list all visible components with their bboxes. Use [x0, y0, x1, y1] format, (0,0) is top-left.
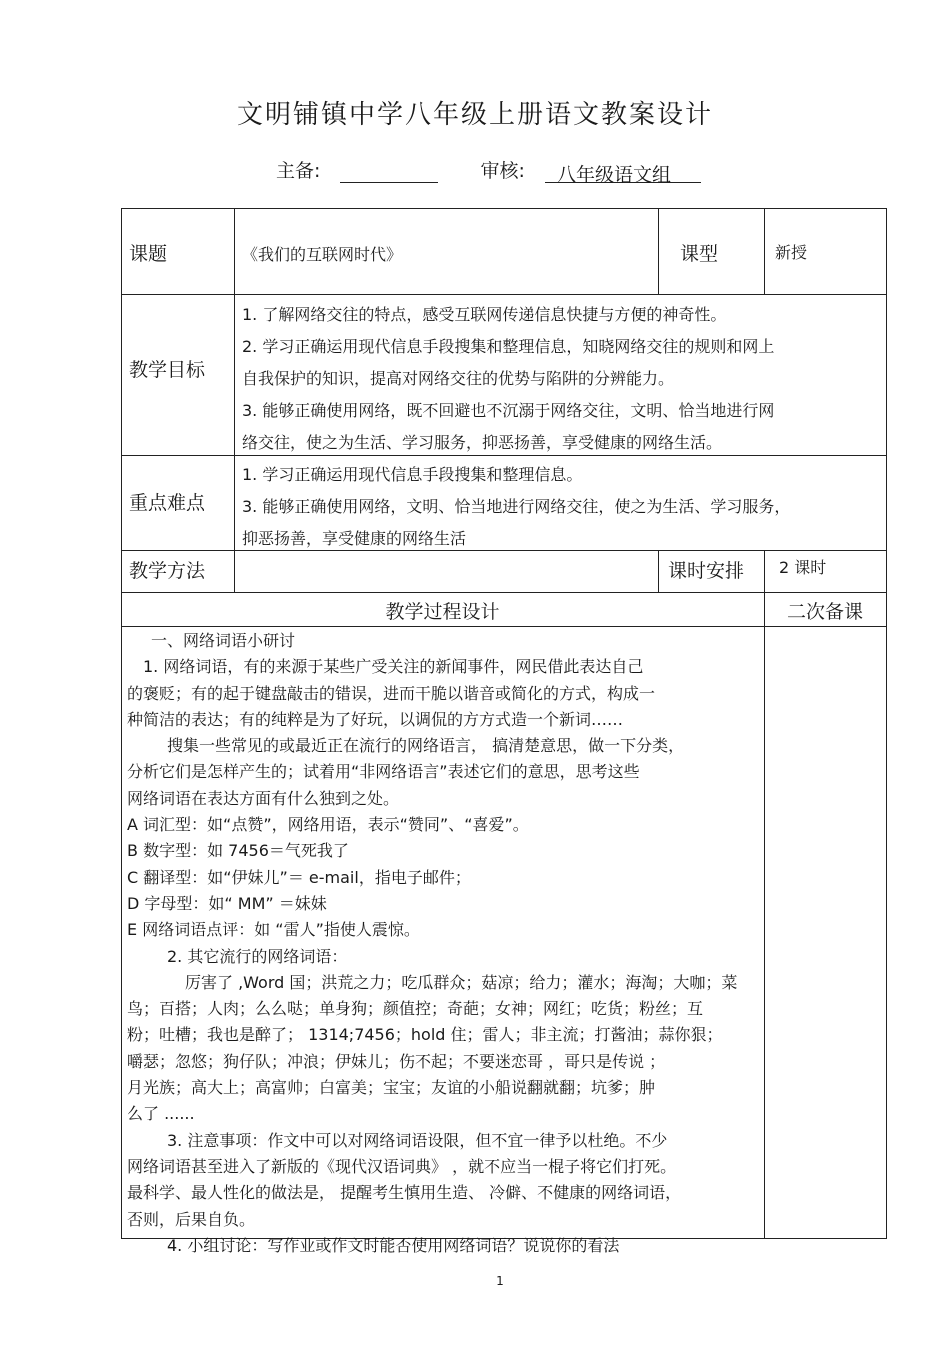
- process-line: D 字母型：如“ MM” ＝妹妹: [127, 893, 327, 913]
- kexing-value: 新授: [775, 243, 808, 262]
- process-text: [127, 628, 737, 1259]
- zhubei-label: 主备:: [276, 160, 321, 182]
- process-line: B 数字型：如 7456＝气死我了: [127, 841, 349, 861]
- zhongdian-text: [242, 459, 790, 555]
- process-line: 嚼瑟；忽悠；狗仔队；冲浪；伊妹儿；伤不起；不要迷恋哥 ，哥只是传说 ；: [127, 1051, 666, 1071]
- process-line: 鸟；百搭；人肉；么么哒；单身狗；颜值控；奇葩；女神；网红；吃货；粉丝；互: [127, 999, 704, 1019]
- keshi-value: 2 课时: [779, 558, 827, 577]
- process-line: 分析它们是怎样产生的；试着用“非网络语言”表述它们的意思，思考这些: [127, 762, 640, 782]
- process-line: A 词汇型：如“点赞”，网络用语，表示“赞同”、“喜爱”。: [127, 815, 529, 835]
- zhongdian-line: 3. 能够正确使用网络，文明、恰当地进行网络交往，使之为生活、学习服务，: [242, 497, 791, 516]
- guocheng-header: 教学过程设计: [385, 601, 500, 623]
- process-line: 网络词语甚至进入了新版的《现代汉语词典》 ，就不应当一棍子将它们打死。: [127, 1156, 677, 1176]
- mubiao-label: 教学目标: [129, 359, 206, 381]
- keti-value: 《我们的互联网时代》: [242, 245, 403, 264]
- process-line: C 翻译型：如“伊妹儿”＝ e-mail，指电子邮件；: [127, 867, 471, 887]
- process-line: 的褒贬；有的起于键盘敲击的错误，进而干脆以谐音或简化的方式，构成一: [127, 683, 656, 703]
- process-line: 粉；吐槽；我也是醉了； 1314;7456；hold 住；雷人；非主流；打酱油；蒜你狠；: [127, 1025, 723, 1045]
- shenhe-value: 八年级语文组: [545, 160, 701, 183]
- shenhe-label: 审核:: [480, 160, 525, 182]
- erci-header: 二次备课: [786, 601, 863, 623]
- process-line: 1. 网络词语，有的来源于某些广受关注的新闻事件，网民借此表达自己: [143, 657, 644, 677]
- process-line: 一、网络词语小研讨: [151, 631, 296, 650]
- page-number: 1: [496, 1274, 504, 1288]
- zhongdian-label: 重点难点: [129, 492, 206, 514]
- fangfa-label: 教学方法: [129, 560, 206, 582]
- mubiao-line: 络交往，使之为生活、学习服务，抑恶扬善，享受健康的网络生活。: [242, 433, 723, 452]
- mubiao-line: 自我保护的知识，提高对网络交往的优势与陷阱的分辨能力。: [242, 369, 675, 388]
- process-line: 网络词语在表达方面有什么独到之处。: [127, 788, 400, 808]
- process-line: 4. 小组讨论：写作业或作文时能否使用网络词语？说说你的看法: [167, 1235, 620, 1255]
- process-line: 搜集一些常见的或最近正在流行的网络语言， 搞清楚意思，做一下分类，: [167, 736, 685, 756]
- zhongdian-line: 1. 学习正确运用现代信息手段搜集和整理信息。: [242, 465, 583, 484]
- author-line: [276, 156, 701, 186]
- mubiao-line: 2. 学习正确运用现代信息手段搜集和整理信息，知晓网络交往的规则和网上: [242, 337, 775, 356]
- process-line: 么了 ......: [127, 1104, 195, 1124]
- keshi-label: 课时安排: [668, 560, 745, 582]
- process-line: 3. 注意事项：作文中可以对网络词语设限，但不宜一律予以杜绝。不少: [167, 1130, 668, 1150]
- process-line: E 网络词语点评：如 “雷人”指使人震惊。: [127, 920, 420, 940]
- process-line: 月光族；高大上；高富帅；白富美；宝宝；友谊的小船说翻就翻；坑爹；肿: [127, 1078, 656, 1098]
- zhongdian-line: 抑恶扬善，享受健康的网络生活: [242, 529, 467, 548]
- mubiao-line: 3. 能够正确使用网络，既不回避也不沉溺于网络交往，文明、恰当地进行网: [242, 401, 775, 420]
- process-line: 种简洁的表达；有的纯粹是为了好玩，以调侃的方方式造一个新词……: [127, 709, 624, 729]
- kexing-label: 课型: [680, 243, 719, 265]
- mubiao-line: 1. 了解网络交往的特点，感受互联网传递信息快捷与方便的神奇性。: [242, 305, 727, 324]
- zhubei-blank: [340, 160, 438, 183]
- keti-label: 课题: [129, 243, 168, 265]
- process-line: 2. 其它流行的网络词语：: [167, 946, 348, 966]
- process-line: 厉害了 ,Word 国；洪荒之力；吃瓜群众；菇凉；给力；灌水；海淘；大咖；菜: [185, 972, 738, 992]
- process-line: 最科学、最人性化的做法是， 提醒考生慎用生造、 冷僻、不健康的网络词语，: [127, 1183, 682, 1203]
- mubiao-text: [242, 299, 774, 459]
- process-line: 否则，后果自负。: [127, 1209, 256, 1229]
- document-title: 文明铺镇中学八年级上册语文教案设计: [236, 100, 713, 130]
